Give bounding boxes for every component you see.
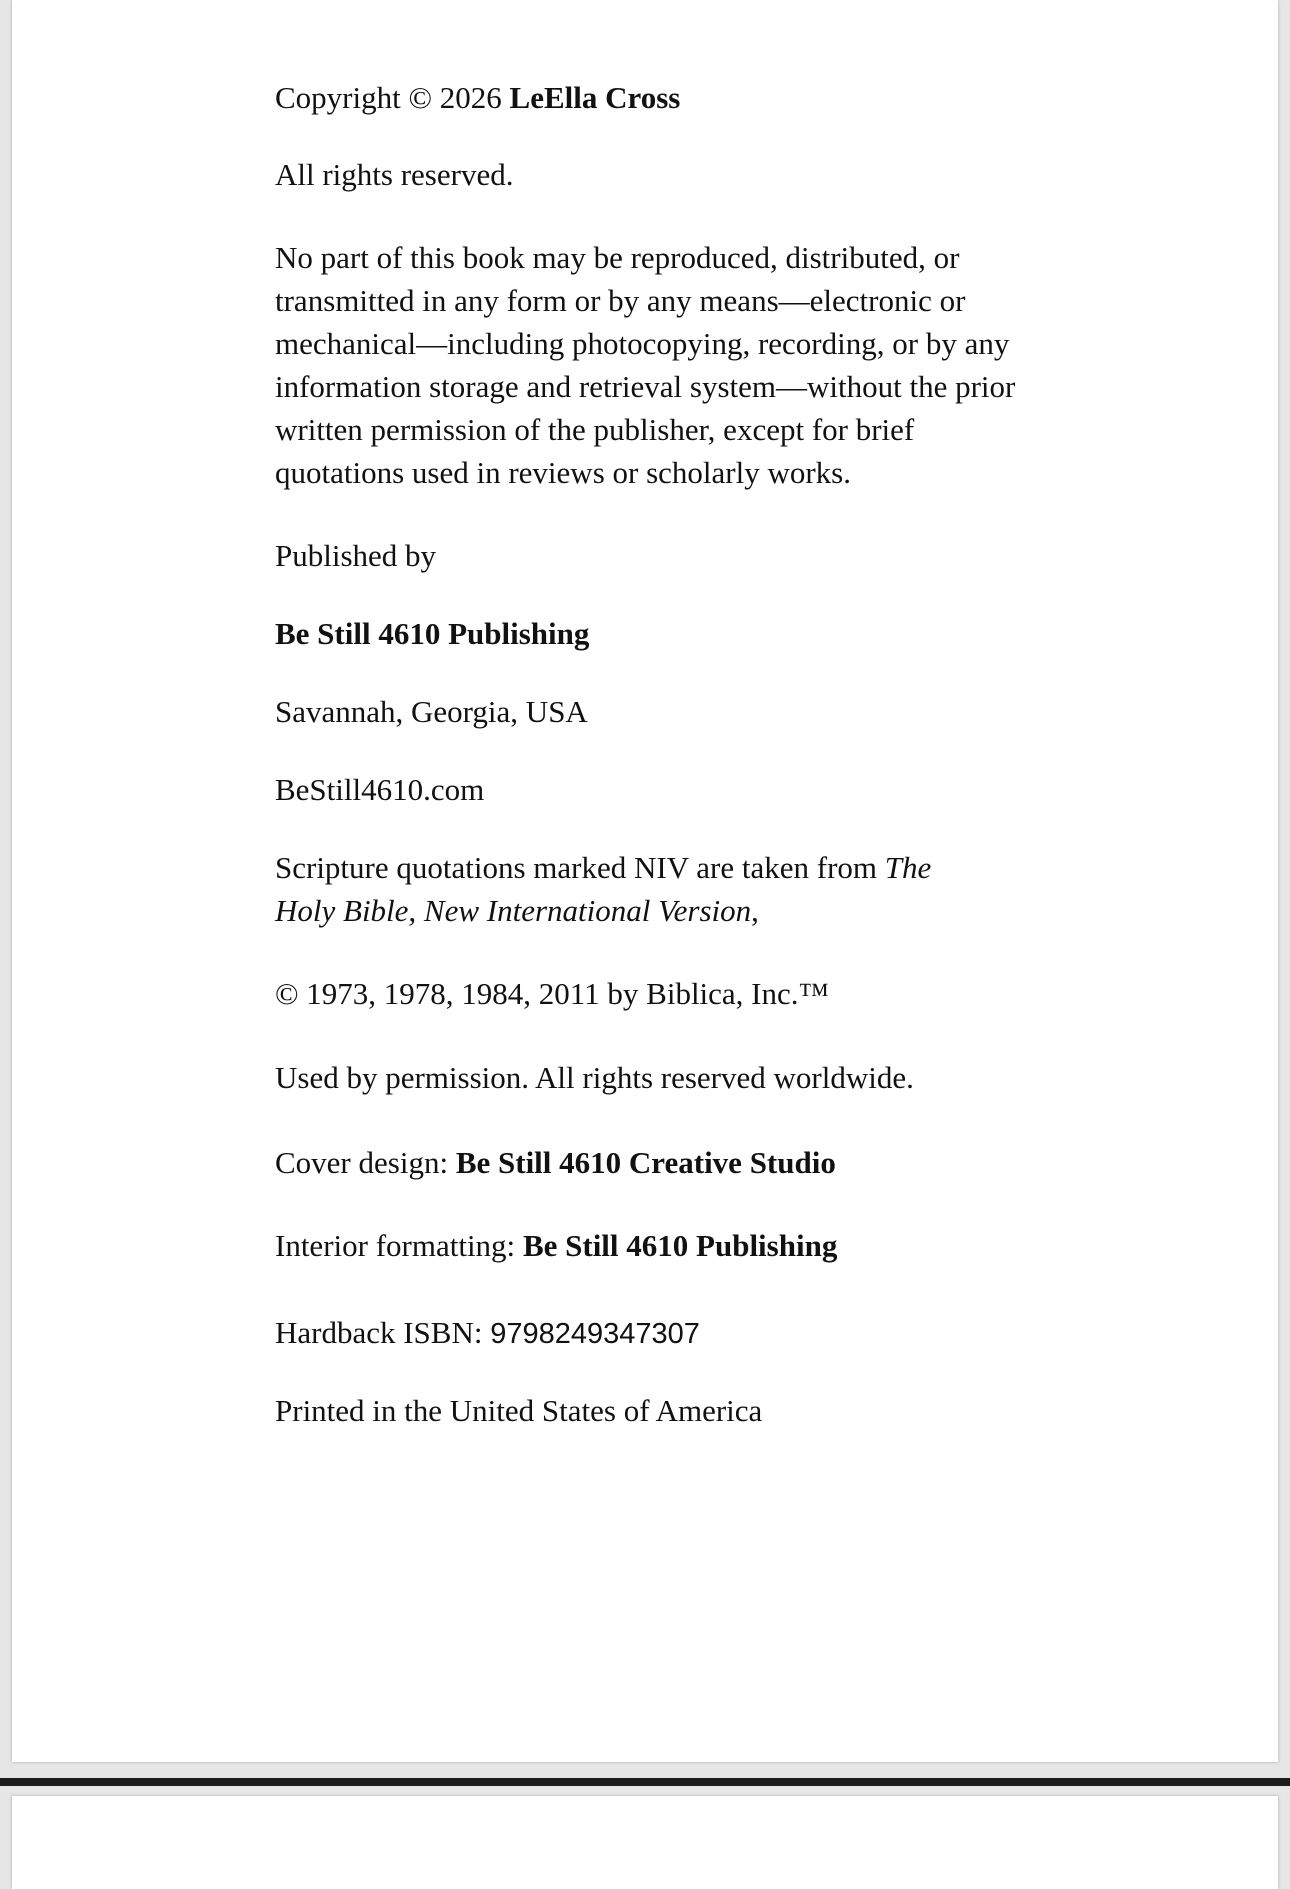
publisher-website: BeStill4610.com: [275, 772, 485, 807]
copyright-page: [12, 0, 1278, 1762]
rights-reserved: All rights reserved.: [275, 157, 514, 192]
biblica-copyright: © 1973, 1978, 1984, 2011 by Biblica, Inc.™: [275, 976, 829, 1011]
page-divider: [0, 1778, 1290, 1786]
reproduction-notice: No part of this book may be reproduced, distributed, or transmitted in any form or by any means—electronic or mechanical—including photocopying, recording, or by any information storage and retrieval system—without the prior written permission of the publisher, except for brief quotations used in reviews or scholarly works.: [275, 240, 1016, 490]
scripture-trailing: ,: [751, 893, 759, 928]
publisher-location: Savannah, Georgia, USA: [275, 694, 588, 729]
interior-formatting-credit: [275, 1224, 1035, 1267]
copyright-line: [275, 76, 1035, 119]
published-by-label: Published by: [275, 538, 437, 573]
isbn-line: [275, 1311, 1035, 1356]
scripture-text: Scripture quotations marked NIV are taken from: [275, 850, 885, 885]
author-name: LeElla Cross: [509, 80, 681, 115]
isbn-label: Hardback ISBN:: [275, 1315, 491, 1350]
bible-title-part2: Holy Bible, New International Version: [275, 893, 752, 928]
interior-formatting-label: Interior formatting:: [275, 1228, 523, 1263]
bible-title-part1: The: [884, 850, 932, 885]
copyright-prefix: Copyright © 2026: [275, 80, 510, 115]
next-page: [12, 1796, 1278, 1889]
interior-formatting-value: Be Still 4610 Publishing: [522, 1228, 838, 1263]
isbn-value: 9798249347307: [490, 1318, 700, 1350]
cover-design-credit: [275, 1141, 1035, 1184]
cover-design-value: Be Still 4610 Creative Studio: [455, 1145, 836, 1180]
cover-design-label: Cover design:: [275, 1145, 456, 1180]
permission-notice: Used by permission. All rights reserved worldwide.: [275, 1060, 914, 1095]
printed-in: Printed in the United States of America: [275, 1393, 763, 1428]
scripture-notice: [275, 846, 1035, 932]
publisher-name: Be Still 4610 Publishing: [275, 616, 590, 651]
